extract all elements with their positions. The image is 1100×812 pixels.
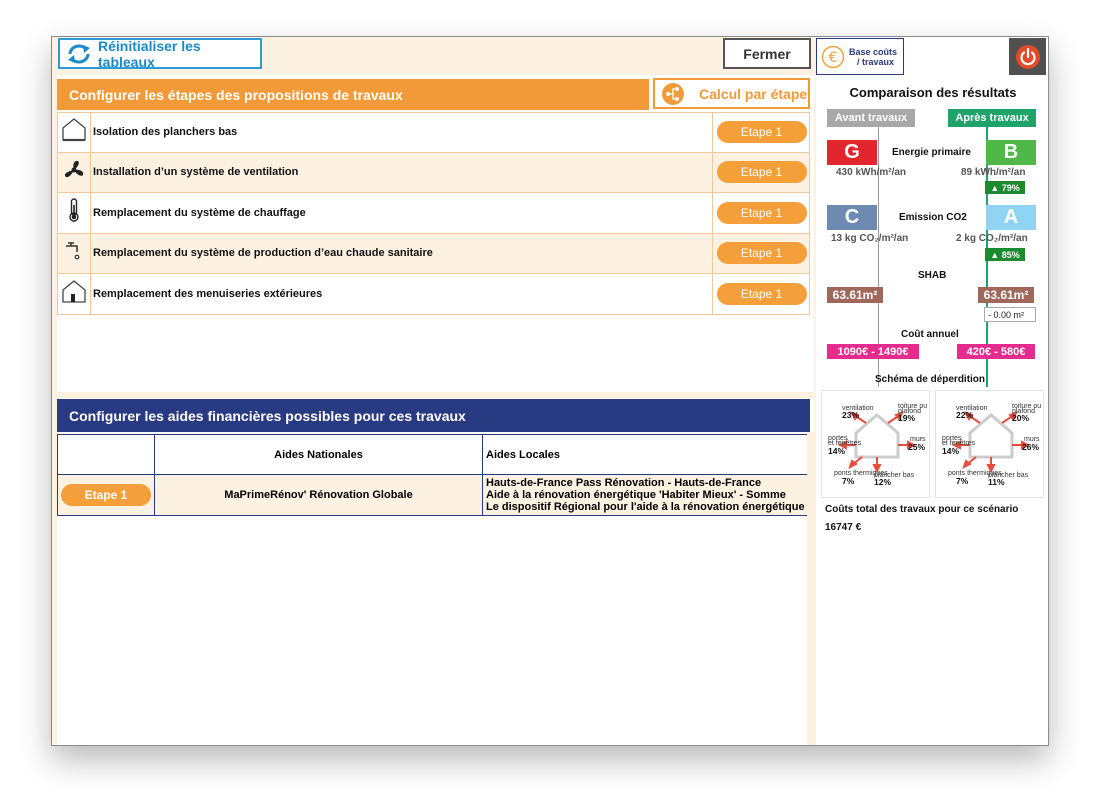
loss-term: ventilation (956, 405, 988, 412)
shab-delta: - 0.00 m² (984, 307, 1036, 322)
calc-per-step-button[interactable] (653, 78, 810, 109)
house-door-icon (61, 278, 87, 309)
loss-ventilation-value: 23% (842, 410, 860, 420)
results-panel (816, 37, 1049, 746)
loss-term: plancher bas (988, 472, 1029, 479)
loss-doors-value: 14% (942, 446, 960, 456)
loss-ventilation-value: 22% (956, 410, 974, 420)
national-aids-header: Aides Nationales (155, 435, 483, 475)
power-button[interactable] (1009, 38, 1046, 75)
fan-icon (61, 157, 87, 188)
local-aid-item: Hauts-de-France Pass Rénovation - Hauts-de-France (486, 477, 762, 489)
step-label: Isolation des planchers bas (93, 125, 238, 138)
step-row (57, 193, 810, 234)
loss-bridges-value: 7% (842, 476, 855, 486)
loss-bridges-value: 7% (956, 476, 969, 486)
co2-after-class: A (986, 205, 1036, 230)
energy-before-value: 430 kWh/m²/an (836, 167, 907, 178)
loss-roof-value: 19% (898, 413, 916, 423)
co2-improvement-badge: ▲ 85% (985, 248, 1025, 261)
loss-term: portes (828, 435, 848, 442)
aids-section-title: Configurer les aides financières possibles pour ces travaux (57, 399, 810, 432)
step-select-button[interactable]: Etape 1 (717, 161, 807, 183)
refresh-icon (66, 43, 92, 65)
reset-tables-label: Réinitialiser les tableaux (98, 37, 201, 70)
step-label: Installation d’un système de ventilation (93, 166, 299, 179)
svg-text:€: € (828, 49, 838, 66)
loss-floor-value: 12% (874, 477, 892, 487)
co2-label: Emission CO2 (899, 212, 967, 223)
local-aids-header: Aides Locales (483, 435, 810, 475)
loss-term: plafond (1012, 408, 1035, 415)
total-cost-value: 16747 € (825, 522, 862, 533)
steps-section-title: Configurer les étapes des propositions de travaux (57, 79, 649, 110)
main-panel (57, 37, 814, 746)
loss-diagram-after (935, 390, 1044, 498)
step-label: Remplacement du système de chauffage (93, 206, 306, 219)
loss-roof-value: 20% (1012, 413, 1030, 423)
step-select-button[interactable]: Etape 1 (717, 121, 807, 143)
shab-label: SHAB (918, 270, 947, 281)
aid-step-button[interactable]: Etape 1 (61, 484, 151, 506)
co2-before-value: 13 kg CO₂/m²/an (831, 233, 909, 244)
cost-before-value: 1090€ - 1490€ (827, 344, 919, 359)
loss-diagram-before (821, 390, 930, 498)
co2-after-value: 2 kg CO₂/m²/an (956, 233, 1028, 244)
before-works-badge: Avant travaux (827, 109, 915, 127)
loss-term: ponts thermiques (834, 470, 888, 477)
cost-base-button[interactable] (816, 38, 904, 75)
loss-term: murs (910, 436, 926, 443)
local-aid-item: Aide à la rénovation énergétique 'Habiter Mieux' - Somme (486, 489, 786, 501)
cost-after-value: 420€ - 580€ (957, 344, 1035, 359)
energy-before-class: G (827, 140, 877, 165)
after-works-badge: Après travaux (948, 109, 1036, 127)
loss-term: toiture ou (898, 403, 928, 410)
energy-label: Energie primaire (892, 147, 971, 158)
step-select-button[interactable]: Etape 1 (717, 202, 807, 224)
euro-icon (821, 45, 845, 69)
app-window (51, 36, 1049, 746)
step-row (57, 112, 810, 153)
cost-base-label: / travaux (857, 56, 895, 67)
loss-term: plancher bas (874, 472, 915, 479)
shab-after-value: 63.61m² (978, 287, 1034, 303)
toolbar (57, 37, 814, 75)
schema-label: Schéma de déperdition (875, 374, 986, 385)
aids-table-header (58, 435, 810, 475)
loss-term: ponts thermiques (948, 470, 1002, 477)
loss-floor-value: 11% (988, 477, 1005, 487)
step-row (57, 274, 810, 315)
loss-walls-value: 25% (908, 442, 926, 452)
loss-walls-value: 26% (1022, 442, 1040, 452)
shab-before-value: 63.61m² (827, 287, 883, 303)
house-floor-icon (61, 116, 87, 147)
energy-after-class: B (986, 140, 1036, 165)
loss-term: toiture ou (1012, 403, 1042, 410)
flow-icon (661, 82, 685, 106)
step-label: Remplacement des menuiseries extérieures (93, 287, 323, 300)
national-aid-value: MaPrimeRénov' Rénovation Globale (155, 475, 483, 516)
co2-before-class: C (827, 205, 877, 230)
loss-term: murs (1024, 436, 1040, 443)
total-cost-label: Coûts total des travaux pour ce scénario (825, 504, 1019, 515)
close-button[interactable]: Fermer (723, 38, 811, 69)
table-row (58, 475, 810, 516)
step-select-button[interactable]: Etape 1 (717, 283, 807, 305)
step-select-button[interactable]: Etape 1 (717, 242, 807, 264)
step-row (57, 153, 810, 194)
power-icon (1015, 44, 1041, 70)
loss-term: et fenêtres (828, 440, 862, 447)
loss-term: portes (942, 435, 962, 442)
loss-term: et fenêtres (942, 440, 976, 447)
step-row (57, 234, 810, 275)
aids-table (57, 434, 810, 516)
faucet-icon (61, 238, 87, 269)
loss-term: plafond (898, 408, 921, 415)
loss-term: ventilation (842, 405, 874, 412)
step-label: Remplacement du système de production d’eau chaude sanitaire (93, 247, 433, 260)
loss-doors-value: 14% (828, 446, 846, 456)
calc-per-step-label: Calcul par étape (699, 85, 808, 102)
reset-tables-button[interactable] (58, 38, 262, 69)
local-aid-item: Le dispositif Régional pour l'aide à la rénovation énergétique (486, 501, 805, 513)
cost-label: Coût annuel (901, 329, 959, 340)
thermometer-icon (61, 197, 87, 228)
results-title: Comparaison des résultats (849, 85, 1017, 100)
steps-table (57, 112, 810, 315)
cost-base-label: Base coûts (849, 46, 898, 57)
energy-after-value: 89 kWh/m²/an (961, 167, 1026, 178)
energy-improvement-badge: ▲ 79% (985, 181, 1025, 194)
